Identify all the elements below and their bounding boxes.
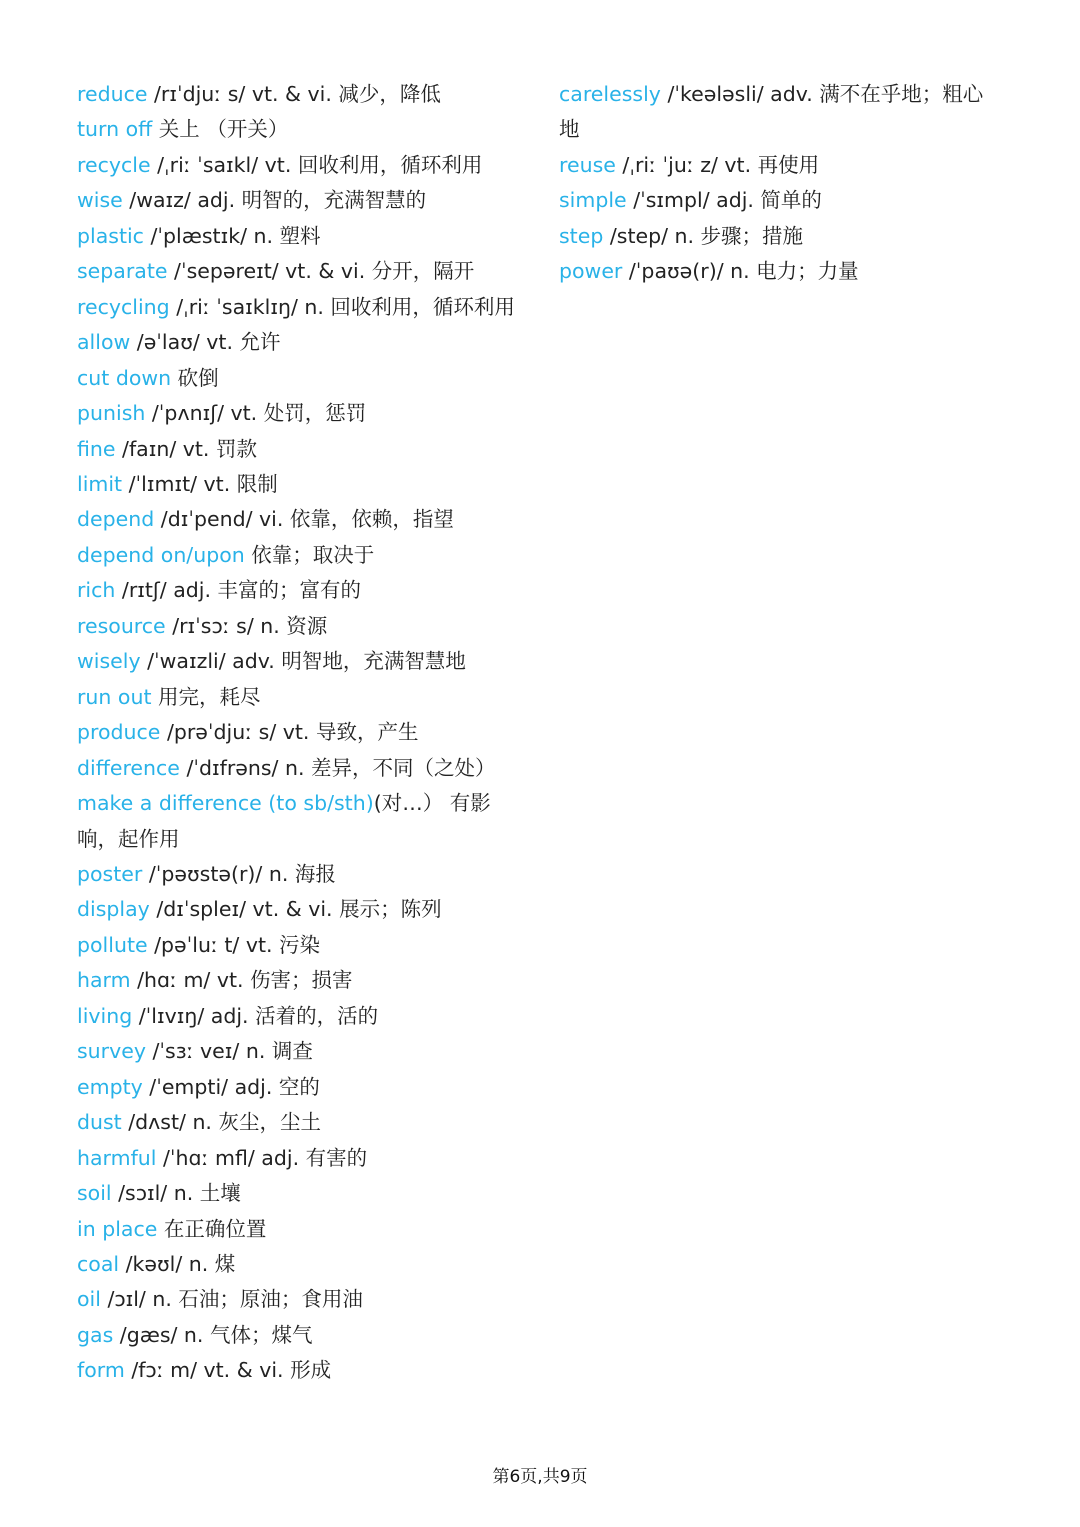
vocab-headword: pollute <box>77 932 148 957</box>
vocab-entry <box>77 1353 527 1388</box>
vocab-entry <box>77 644 527 679</box>
vocab-headword: produce <box>77 720 161 745</box>
vocab-definition: /ˈdɪfrəns/ n. 差异，不同（之处） <box>179 755 496 780</box>
vocab-definition: /dɪˈpend/ vi. 依靠，依赖，指望 <box>154 507 454 532</box>
vocab-entry <box>77 892 527 927</box>
vocab-definition: /ˈlɪvɪŋ/ adj. 活着的，活的 <box>132 1003 379 1028</box>
vocab-definition: 依靠；取决于 <box>244 542 375 567</box>
vocab-entry <box>77 1034 527 1069</box>
vocab-headword: coal <box>77 1251 120 1276</box>
vocab-definition: /ˈlɪmɪt/ vt. 限制 <box>122 471 278 496</box>
vocab-definition: /sɔɪl/ n. 土壤 <box>111 1181 241 1206</box>
vocab-headword: reduce <box>77 82 148 106</box>
vocab-definition: /rɪˈdjuː s/ vt. & vi. 减少，降低 <box>147 82 441 106</box>
vocab-entry <box>559 77 999 148</box>
vocab-definition: /ˌriː ˈsaɪkl/ vt. 回收利用，循环利用 <box>150 152 483 177</box>
vocab-headword: simple <box>559 188 627 213</box>
vocab-definition: /hɑː m/ vt. 伤害；损害 <box>130 968 353 993</box>
vocab-headword: allow <box>77 330 131 355</box>
vocab-definition: 关上 （开关） <box>152 117 289 142</box>
vocab-entry <box>77 325 527 360</box>
vocab-definition: /prəˈdjuː s/ vt. 导致，产生 <box>160 720 419 745</box>
vocabulary-column-right <box>559 77 999 290</box>
vocab-headword: in place <box>77 1216 158 1241</box>
vocab-entry <box>77 148 527 183</box>
vocab-entry <box>77 538 527 573</box>
vocab-definition: /fɔː m/ vt. & vi. 形成 <box>124 1358 332 1383</box>
vocab-headword: harm <box>77 968 131 993</box>
vocab-headword: gas <box>77 1322 114 1347</box>
vocab-headword: soil <box>77 1181 112 1206</box>
vocab-headword: power <box>559 259 623 284</box>
vocab-headword: separate <box>77 259 168 284</box>
vocab-headword: carelessly <box>559 82 661 106</box>
vocab-definition: /waɪz/ adj. 明智的，充满智慧的 <box>122 188 427 213</box>
vocab-definition: /rɪtʃ/ adj. 丰富的；富有的 <box>115 578 362 603</box>
vocab-entry <box>559 148 999 183</box>
vocab-definition: /ˈpəʊstə(r)/ n. 海报 <box>142 861 336 886</box>
vocab-entry <box>77 573 527 608</box>
vocab-entry <box>77 396 527 431</box>
vocab-entry <box>77 609 527 644</box>
vocab-headword: cut down <box>77 365 172 390</box>
vocab-definition: /əˈlaʊ/ vt. 允许 <box>130 330 281 355</box>
vocab-entry <box>77 219 527 254</box>
vocab-headword: display <box>77 897 150 922</box>
vocab-definition: /step/ n. 步骤；措施 <box>603 223 804 248</box>
vocab-headword: form <box>77 1358 125 1383</box>
vocab-entry <box>77 1070 527 1105</box>
vocab-entry <box>77 361 527 396</box>
vocab-entry <box>559 254 999 289</box>
vocab-headword: turn off <box>77 117 153 142</box>
vocab-definition: /ɔɪl/ n. 石油；原油；食用油 <box>100 1287 363 1312</box>
vocab-entry <box>77 1141 527 1176</box>
vocab-headword: wise <box>77 188 123 213</box>
vocab-definition: /ˈsɜː veɪ/ n. 调查 <box>145 1039 313 1064</box>
vocab-entry <box>77 254 527 289</box>
vocab-headword: plastic <box>77 223 144 248</box>
vocab-headword: difference <box>77 755 180 780</box>
vocab-definition: /ˈempti/ adj. 空的 <box>142 1074 320 1099</box>
vocab-definition: /ˈpaʊə(r)/ n. 电力；力量 <box>622 259 859 284</box>
vocab-definition: /gæs/ n. 气体；煤气 <box>113 1322 313 1347</box>
vocab-headword: empty <box>77 1074 143 1099</box>
vocab-entry <box>77 467 527 502</box>
vocab-headword: limit <box>77 471 123 496</box>
vocab-entry <box>77 786 527 857</box>
vocab-entry <box>77 1282 527 1317</box>
vocab-definition: 在正确位置 <box>157 1216 267 1241</box>
page-number: 第6页,共9页 <box>492 1467 588 1487</box>
vocab-headword: recycling <box>77 294 170 319</box>
vocab-definition: /kəʊl/ n. 煤 <box>119 1251 236 1276</box>
vocab-headword: poster <box>77 861 143 886</box>
vocab-entry <box>77 963 527 998</box>
vocab-entry <box>559 183 999 218</box>
vocab-definition: /dɪˈspleɪ/ vt. & vi. 展示；陈列 <box>149 897 442 922</box>
vocab-entry <box>77 1176 527 1211</box>
vocab-definition: /ˈplæstɪk/ n. 塑料 <box>143 223 321 248</box>
vocab-entry <box>77 77 527 112</box>
vocab-headword: survey <box>77 1039 146 1064</box>
vocab-headword: punish <box>77 401 146 426</box>
vocab-entry <box>559 219 999 254</box>
vocab-entry <box>77 1105 527 1140</box>
vocab-headword: fine <box>77 436 116 461</box>
vocab-entry <box>77 715 527 750</box>
vocab-definition: 用完，耗尽 <box>151 684 261 709</box>
vocab-headword: run out <box>77 684 152 709</box>
vocab-headword: recycle <box>77 152 151 177</box>
vocab-headword: reuse <box>559 152 616 177</box>
vocab-entry <box>77 502 527 537</box>
vocab-definition: 砍倒 <box>171 365 219 390</box>
vocab-entry <box>77 183 527 218</box>
vocab-headword: rich <box>77 578 116 603</box>
vocab-entry <box>77 680 527 715</box>
vocab-entry <box>77 751 527 786</box>
vocab-entry <box>77 112 527 147</box>
vocab-definition: /faɪn/ vt. 罚款 <box>115 436 257 461</box>
vocab-entry <box>77 1212 527 1247</box>
vocab-headword: living <box>77 1003 133 1028</box>
vocab-headword: step <box>559 223 604 248</box>
vocab-entry <box>77 1247 527 1282</box>
vocab-entry <box>77 432 527 467</box>
vocab-definition: /ˈhɑː mfl/ adj. 有害的 <box>156 1145 368 1170</box>
vocab-definition: /pəˈluː t/ vt. 污染 <box>147 932 321 957</box>
vocab-definition: /ˈpʌnɪʃ/ vt. 处罚，惩罚 <box>145 401 367 426</box>
vocab-definition: /rɪˈsɔː s/ n. 资源 <box>165 613 328 638</box>
vocab-definition: /ˌriː ˈsaɪklɪŋ/ n. 回收利用，循环利用 <box>169 294 515 319</box>
vocab-definition: /ˈsɪmpl/ adj. 简单的 <box>626 188 822 213</box>
vocab-entry <box>77 1318 527 1353</box>
vocab-headword: resource <box>77 613 166 638</box>
vocab-headword: dust <box>77 1110 122 1135</box>
vocab-entry <box>77 857 527 892</box>
vocab-definition: /ˌriː ˈjuː z/ vt. 再使用 <box>615 152 820 177</box>
vocab-entry <box>77 999 527 1034</box>
vocab-entry <box>77 290 527 325</box>
vocab-headword: oil <box>77 1287 101 1312</box>
vocab-entry <box>77 928 527 963</box>
vocabulary-column-left <box>77 77 527 1389</box>
vocab-headword: harmful <box>77 1145 157 1170</box>
vocab-definition: /dʌst/ n. 灰尘，尘土 <box>121 1110 321 1135</box>
vocab-definition: /ˈwaɪzli/ adv. 明智地，充满智慧地 <box>140 649 466 674</box>
vocab-headword: depend <box>77 507 155 532</box>
vocab-definition: /ˈsepəreɪt/ vt. & vi. 分开，隔开 <box>167 259 475 284</box>
vocab-headword: wisely <box>77 649 141 674</box>
vocab-definition: (对…） 有影响，起作用 <box>77 791 491 851</box>
vocab-headword: make a difference (to sb/sth) <box>77 791 374 816</box>
vocab-definition: /ˈkeələsli/ adv. 满不在乎地；粗心地 <box>559 82 984 142</box>
vocab-headword: depend on/upon <box>77 542 245 567</box>
